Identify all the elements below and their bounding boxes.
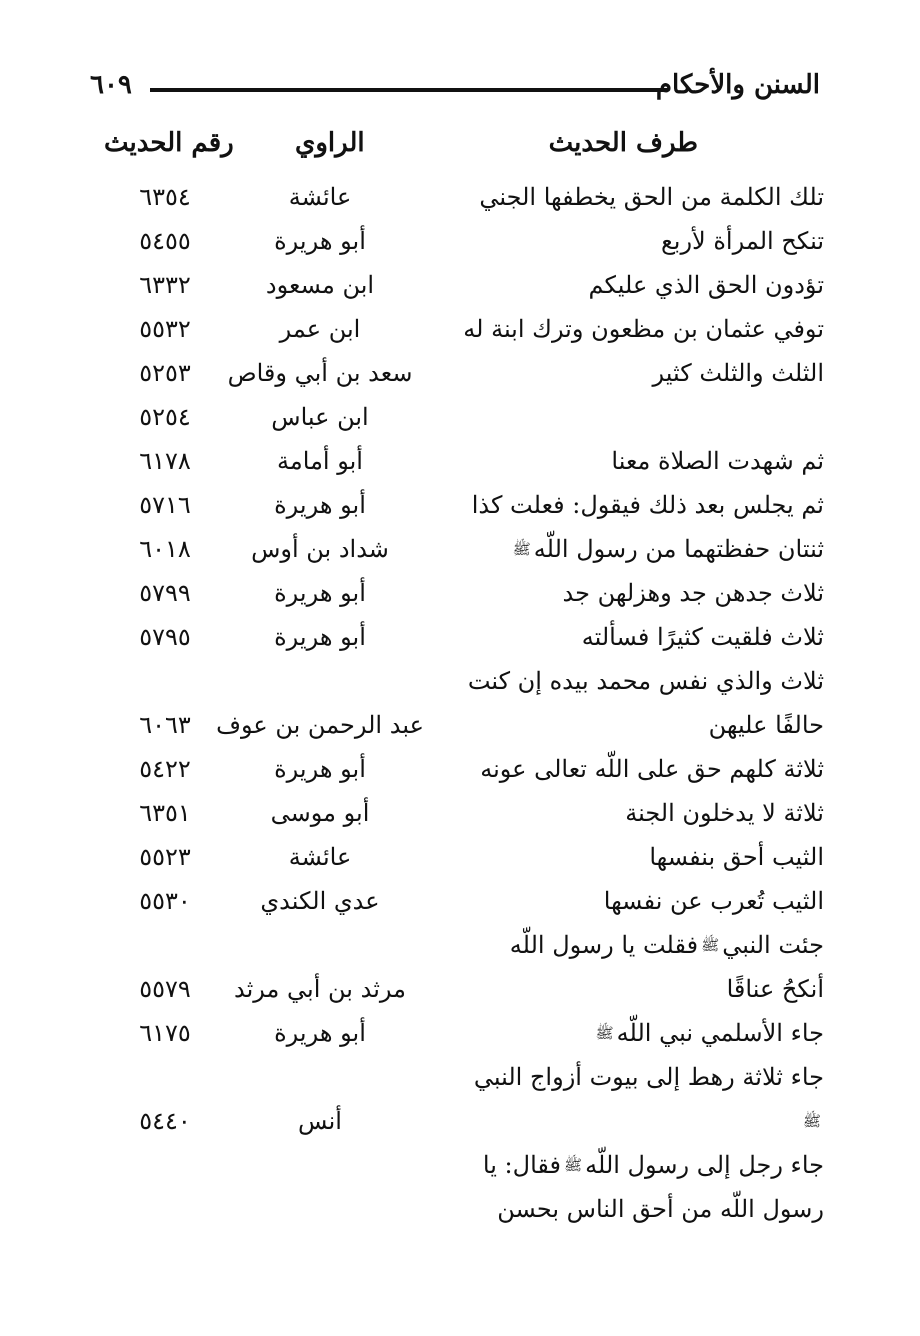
index-row (100, 836, 824, 880)
hadith-text (593, 1016, 824, 1050)
narrator: شداد بن أوس (251, 535, 389, 563)
hadith-text (480, 752, 824, 786)
page-number: ٦٠٩ (90, 70, 132, 100)
hadith-number: ٥٤٥٥ (139, 227, 191, 255)
column-header-hadith-number: رقم الحديث (104, 128, 234, 158)
narrator: ابن عمر (279, 315, 361, 343)
narrator: أنس (298, 1107, 342, 1135)
hadith-number: ٦٠٦٣ (139, 711, 191, 739)
narrator: أبو هريرة (274, 579, 366, 607)
narrator: مرثد بن أبي مرثد (234, 975, 406, 1003)
index-row (100, 792, 824, 836)
narrator: عائشة (288, 843, 352, 871)
index-row (100, 176, 824, 220)
index-row (100, 572, 824, 616)
column-header-hadith-text: طرف الحديث (548, 128, 698, 158)
index-row (100, 660, 824, 704)
hadith-text-part: جاء ثلاثة رهط إلى بيوت أزواج النبي (473, 1063, 824, 1091)
hadith-text (463, 312, 824, 346)
narrator: عائشة (288, 183, 352, 211)
hadith-text-part: حالفًا عليهن (708, 711, 824, 739)
index-row (100, 1144, 824, 1188)
hadith-text (611, 444, 824, 478)
hadith-text (649, 840, 824, 874)
hadith-text-continuation: فقال: يا (482, 1151, 561, 1179)
hadith-text-part: توفي عثمان بن مظعون وترك ابنة له (463, 315, 824, 343)
hadith-text (661, 224, 824, 258)
hadith-number: ٦١٧٥ (139, 1019, 191, 1047)
hadith-text (604, 884, 824, 918)
index-row (100, 264, 824, 308)
hadith-text-part: جاء رجل إلى رسول اللّه (585, 1151, 824, 1179)
narrator: أبو هريرة (274, 491, 366, 519)
hadith-text (483, 1148, 824, 1182)
index-row (100, 484, 824, 528)
hadith-text-part: ثلاثة لا يدخلون الجنة (625, 799, 824, 827)
pbuh-honorific: ﷺ (701, 936, 720, 954)
narrator: سعد بن أبي وقاص (227, 359, 413, 387)
hadith-number: ٥٧١٦ (139, 491, 191, 519)
hadith-text (474, 1060, 824, 1094)
narrator: ابن عباس (271, 403, 369, 431)
hadith-number: ٥٢٥٤ (139, 403, 191, 431)
hadith-number: ٦٣٣٢ (139, 271, 191, 299)
hadith-text-part: رسول اللّه من أحق الناس بحسن (497, 1195, 824, 1223)
hadith-text-part: ثلاث والذي نفس محمد بيده إن كنت (467, 667, 824, 695)
narrator: أبو هريرة (274, 623, 366, 651)
pbuh-honorific: ﷺ (802, 1112, 821, 1130)
index-row (100, 704, 824, 748)
index-row (100, 1188, 824, 1232)
narrator: أبو هريرة (274, 227, 366, 255)
hadith-text (510, 532, 824, 566)
hadith-number: ٦٣٥١ (139, 799, 191, 827)
hadith-text-part: الثيب تُعرب عن نفسها (603, 887, 824, 915)
index-row (100, 968, 824, 1012)
pbuh-honorific: ﷺ (512, 540, 531, 558)
index-row (100, 924, 824, 968)
hadith-text-part: ثلاث فلقيت كثيرًا فسألته (581, 623, 824, 651)
hadith-number: ٥٤٢٢ (139, 755, 191, 783)
index-row (100, 396, 824, 440)
index-row (100, 528, 824, 572)
index-row (100, 308, 824, 352)
hadith-number: ٥٥٢٣ (139, 843, 191, 871)
hadith-text (472, 488, 824, 522)
hadith-text-part: تؤدون الحق الذي عليكم (588, 271, 824, 299)
narrator: ابن مسعود (265, 271, 375, 299)
index-row (100, 352, 824, 396)
narrator: عبد الرحمن بن عوف (216, 711, 424, 739)
narrator: عدي الكندي (260, 887, 380, 915)
header-rule (150, 88, 668, 92)
hadith-text-part: جاء الأسلمي نبي اللّه (616, 1019, 824, 1047)
hadith-number: ٥٥٣٢ (139, 315, 191, 343)
hadith-text (497, 1192, 824, 1226)
pbuh-honorific: ﷺ (564, 1156, 583, 1174)
narrator: أبو موسى (270, 799, 370, 827)
hadith-text (510, 928, 824, 962)
hadith-number: ٦١٧٨ (139, 447, 191, 475)
hadith-number: ٥٢٥٣ (139, 359, 191, 387)
hadith-text-part: ثنتان حفظتهما من رسول اللّه (533, 535, 824, 563)
hadith-text-part: تنكح المرأة لأربع (661, 227, 824, 255)
narrator: أبو هريرة (274, 755, 366, 783)
narrator: أبو هريرة (274, 1019, 366, 1047)
hadith-text-part: ثم شهدت الصلاة معنا (611, 447, 824, 475)
hadith-text (800, 1104, 824, 1138)
hadith-text (468, 664, 824, 698)
hadith-text-part: جئت النبي (722, 931, 824, 959)
hadith-text (709, 708, 824, 742)
hadith-number: ٥٧٩٥ (139, 623, 191, 651)
hadith-number: ٦٠١٨ (139, 535, 191, 563)
index-row (100, 220, 824, 264)
hadith-number: ٥٧٩٩ (139, 579, 191, 607)
hadith-text (653, 356, 824, 390)
column-header-narrator: الراوي (295, 128, 365, 158)
hadith-text-part: أنكحُ عناقًا (726, 975, 824, 1003)
index-row (100, 880, 824, 924)
hadith-number: ٥٥٣٠ (139, 887, 191, 915)
hadith-text-part: ثم يجلس بعد ذلك فيقول: فعلت كذا (471, 491, 824, 519)
book-title: السنن والأحكام (655, 70, 820, 100)
hadith-index-list (100, 176, 824, 1232)
index-row (100, 748, 824, 792)
hadith-text (727, 972, 824, 1006)
hadith-text (625, 796, 824, 830)
index-row (100, 440, 824, 484)
hadith-text (479, 180, 824, 214)
hadith-number: ٥٤٤٠ (139, 1107, 191, 1135)
hadith-number: ٦٣٥٤ (139, 183, 191, 211)
hadith-text (563, 576, 824, 610)
index-row (100, 1100, 824, 1144)
index-row (100, 616, 824, 660)
hadith-text-part: ثلاث جدهن جد وهزلهن جد (562, 579, 824, 607)
hadith-text-part: تلك الكلمة من الحق يخطفها الجني (479, 183, 824, 211)
hadith-number: ٥٥٧٩ (139, 975, 191, 1003)
hadith-text-part: الثلث والثلث كثير (652, 359, 824, 387)
index-row (100, 1056, 824, 1100)
pbuh-honorific: ﷺ (595, 1024, 614, 1042)
hadith-text-continuation: فقلت يا رسول اللّه (509, 931, 699, 959)
index-row (100, 1012, 824, 1056)
hadith-text-part: الثيب أحق بنفسها (649, 843, 824, 871)
running-head (90, 70, 820, 110)
hadith-text-part: ثلاثة كلهم حق على اللّه تعالى عونه (480, 755, 824, 783)
hadith-text (589, 268, 824, 302)
narrator: أبو أمامة (277, 447, 363, 475)
hadith-text (582, 620, 824, 654)
